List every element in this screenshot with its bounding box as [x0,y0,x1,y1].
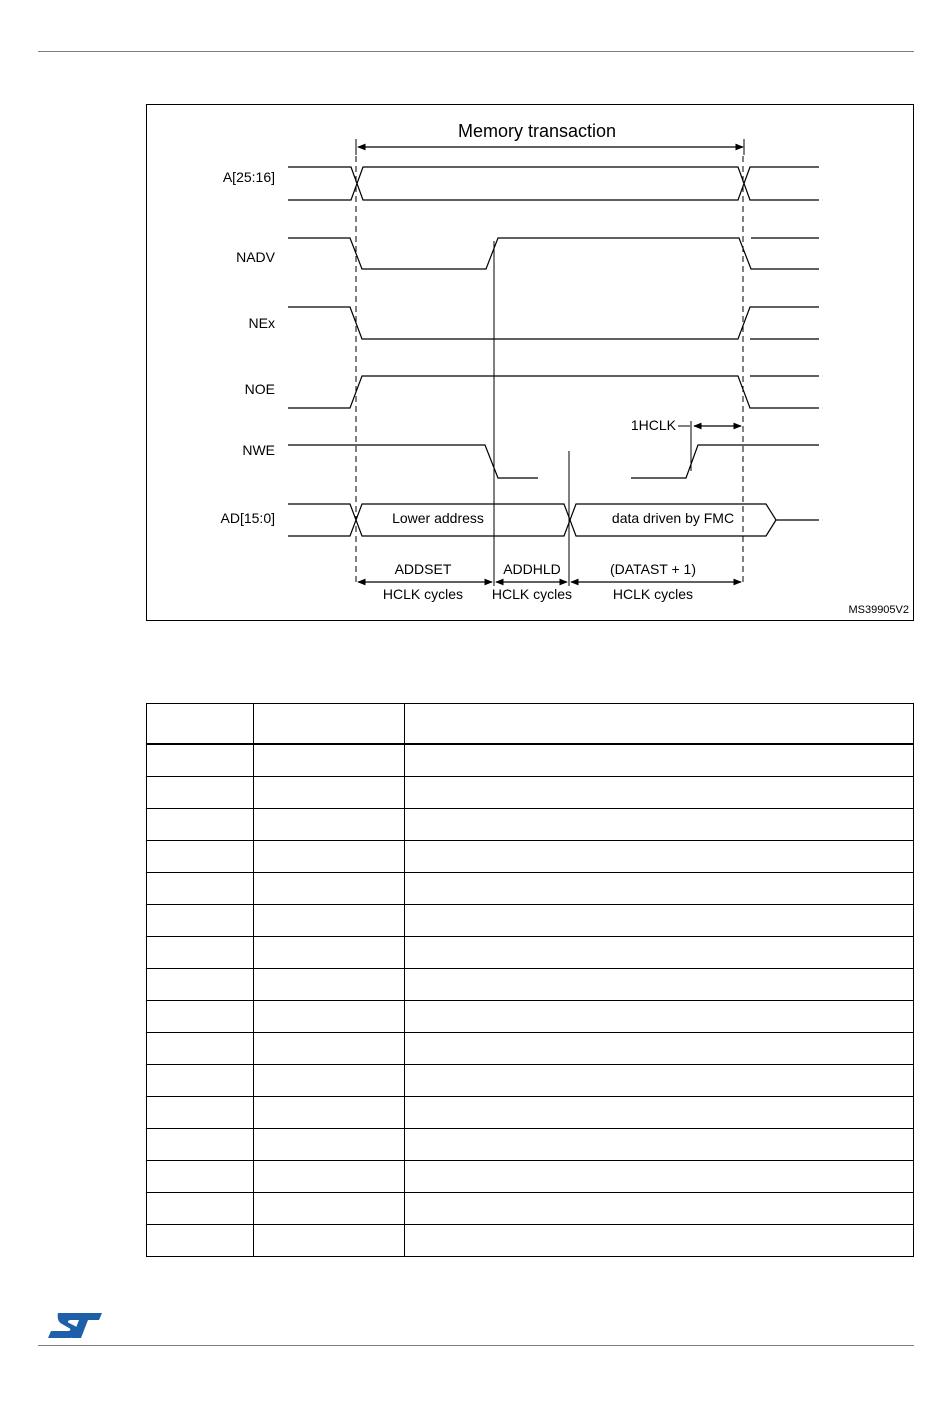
table-cell [147,873,254,905]
table-row [147,1193,914,1225]
phase-name-datast: (DATAST + 1) [610,561,696,577]
table-cell [405,969,914,1001]
table-cell [405,1161,914,1193]
signal-label-nwe: NWE [242,442,275,458]
timing-diagram [147,105,913,620]
figure-id: MS39905V2 [848,604,909,616]
table-row [147,777,914,809]
table-cell [147,1129,254,1161]
table-cell [254,1033,405,1065]
table-cell [405,1097,914,1129]
table-row [147,1033,914,1065]
table-row [147,873,914,905]
header-rule [38,51,914,52]
table-cell [254,1001,405,1033]
table-cell [405,1033,914,1065]
register-table [146,703,914,1257]
table-cell [254,841,405,873]
table-row [147,809,914,841]
waveform-noe [288,376,819,408]
bus-label-lower-address: Lower address [392,510,484,526]
table-cell [254,1097,405,1129]
table-cell [254,1129,405,1161]
table-cell [405,841,914,873]
table-cell [147,744,254,777]
table-row [147,937,914,969]
timing-diagram-frame [146,104,914,621]
phase-unit-datast: HCLK cycles [612,586,694,602]
table-cell [254,1065,405,1097]
signal-label-noe: NOE [244,381,275,397]
signal-label-nadv: NADV [236,249,275,265]
table-cell [405,744,914,777]
table-header-row [147,704,914,745]
table-cell [147,1033,254,1065]
table-cell [147,1097,254,1129]
table-row [147,905,914,937]
table-header-cell [405,704,914,745]
phase-name-addhld: ADDHLD [503,561,561,577]
table-cell [147,1193,254,1225]
waveform-nwe [288,445,819,478]
bus-label-data-driven: data driven by FMC [611,510,735,526]
table-cell [147,1225,254,1257]
footer-rule [38,1345,914,1346]
table-row [147,744,914,777]
phase-name-addset: ADDSET [394,561,452,577]
table-cell [147,809,254,841]
waveform-ad [288,504,819,536]
table-cell [147,905,254,937]
table-cell [405,937,914,969]
table-cell [254,969,405,1001]
signal-label-ad: AD[15:0] [220,510,275,526]
table-cell [147,937,254,969]
phase-unit-addset: HCLK cycles [382,586,464,602]
table-row [147,969,914,1001]
table-body [147,744,914,1257]
table-cell [147,969,254,1001]
table-cell [405,777,914,809]
table-cell [254,937,405,969]
table-row [147,1065,914,1097]
table-row [147,1097,914,1129]
table-cell [254,1193,405,1225]
phase-unit-addhld: HCLK cycles [491,586,573,602]
waveform-nadv [288,238,819,269]
table-row [147,1129,914,1161]
table-row [147,1001,914,1033]
table-cell [254,905,405,937]
table-cell [147,1065,254,1097]
table-cell [254,809,405,841]
table-header-cell [147,704,254,745]
table-cell [147,1001,254,1033]
table-cell [254,744,405,777]
hclk-label: 1HCLK [630,417,676,433]
table-cell [405,873,914,905]
table-cell [147,1161,254,1193]
signal-label-nex: NEx [248,315,275,331]
signal-label-a: A[25:16] [222,169,275,185]
table-cell [405,1225,914,1257]
table-cell [405,905,914,937]
table-row [147,841,914,873]
diagram-title: Memory transaction [457,121,617,141]
table-cell [254,1225,405,1257]
table-cell [405,1193,914,1225]
table-cell [254,777,405,809]
table-cell [405,1001,914,1033]
waveform-nex [288,307,819,339]
table-cell [147,777,254,809]
table-header-cell [254,704,405,745]
waveform-a [288,167,819,200]
st-logo [44,1311,104,1341]
table-row [147,1161,914,1193]
table-cell [405,1065,914,1097]
table-row [147,1225,914,1257]
table-cell [405,809,914,841]
table-cell [254,1161,405,1193]
st-logo-mark [48,1313,102,1338]
table-cell [405,1129,914,1161]
table-cell [147,841,254,873]
table-cell [254,873,405,905]
